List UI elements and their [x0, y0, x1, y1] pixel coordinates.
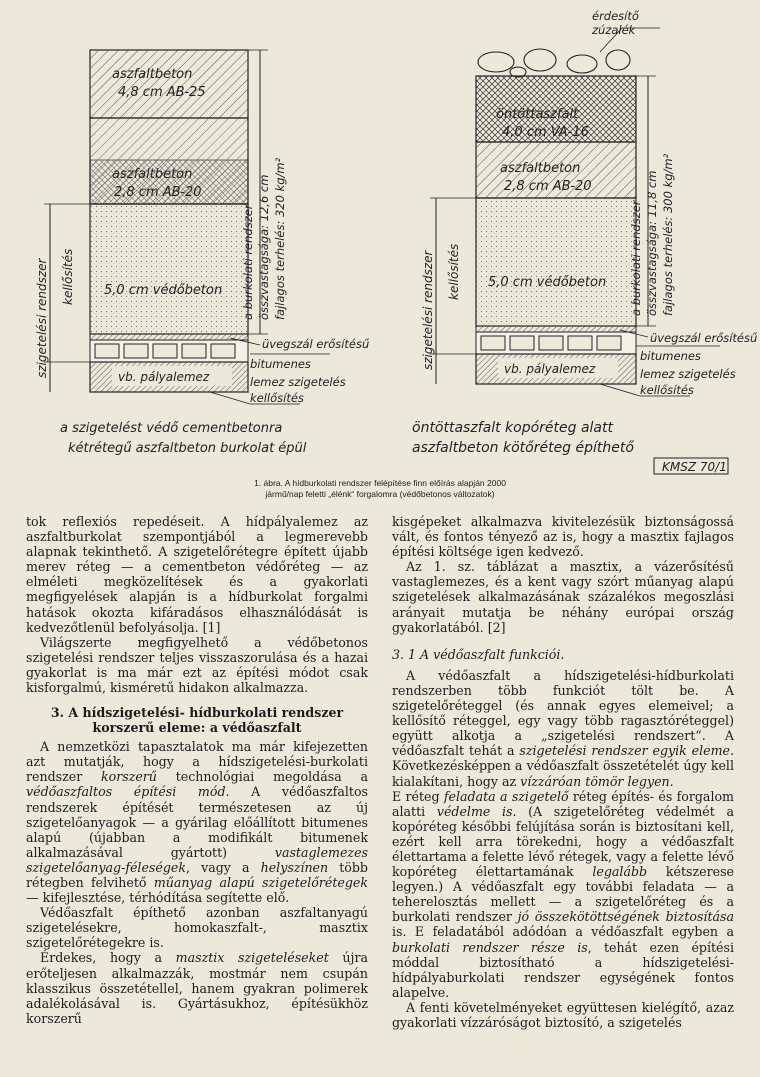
figure-caption: [150, 478, 610, 500]
left-top-spec: 4,8 cm AB-25: [118, 85, 206, 100]
paragraph: tok reflexiós repedéseit. A hídpályalemez az aszfaltburkolat szempontjából a legmerevebb alapnak tekinthető. A szigetelőrétegre épített újabb merev réteg — a cementbeton védőréteg — az elméleti megközelítések és a gyakorlati megfigyelések alapján is a hídburkolat forgalmi hatások okozta kifáradásos elhasználódását is kedvezőtlenül befolyásolja. [1]: [26, 514, 368, 635]
right-note-2: bitumenes: [640, 349, 701, 363]
left-slab-name: vb. pályalemez: [118, 370, 210, 384]
paragraph: kisgépeket alkalmazva kivitelezésük biztonságossá vált, és fontos tényező az is, hogy a masztix fajlagos építési költsége igen kedvező.: [392, 514, 734, 560]
right-membrane: [476, 326, 636, 332]
paragraph: Az 1. sz. táblázat a masztix, a vázerősítésű vastaglemezes, és a kent vagy szórt műanyag alapú szigetelések alkalmazásának százalékos megoszlási arányait mutatja be néhány európai ország gyakorlatából. [2]: [392, 559, 734, 635]
right-mid-spec: 2,8 cm AB-20: [504, 179, 592, 194]
right-side-label-1: szigetelési rendszer: [421, 250, 435, 370]
left-note-4: kellősítés: [250, 391, 304, 405]
paragraph: A védőaszfalt a hídszigetelési-hídburkolati rendszerben több funkciót tölt be. A szigetelőréteggel (és annak egyes elemeivel; a kellősítő réteggel, egy vagy több ragasztóréteggel) együtt alkotja a „szigetelési rendszert“. A védőaszfalt tehát a szigetelési rendszer egyik eleme. Következésképpen a védőaszfalt összetételét úgy kell kialakítani, hogy az vízzáróan tömör legyen.: [392, 667, 734, 789]
left-note-1: üvegszál erősítésű: [262, 337, 370, 351]
left-side-label-1: szigetelési rendszer: [35, 258, 49, 378]
left-mid-spec: 2,8 cm AB-20: [114, 185, 202, 200]
right-right-label-1: a burkolati rendszer: [629, 200, 643, 316]
left-side-label-2: kellősítés: [61, 248, 75, 305]
right-protect-name: 5,0 cm védőbeton: [488, 275, 607, 290]
caption-line-2: jármű/nap feletti „élénk“ forgalomra (védőbetonos változatok): [265, 489, 495, 499]
paragraph: Védőaszfalt építhető azonban aszfaltanyagú szigetelésekre, homokaszfalt-, masztix szigetelőrétegekre is.: [26, 905, 368, 951]
right-top-label-1: érdesítő: [592, 9, 639, 23]
paragraph: A nemzetközi tapasztalatok ma már kifejezetten azt mutatják, hogy a hídszigetelési-burkolati rendszer korszerű technológiai megoldása a védőaszfaltos építési mód. A védőaszfaltos rendszerek építését természetesen az új szigetelőanyagok — a gyárilag előállított bitumenes alapú (újabban a modifikált bitumenek alkalmazásával gyártott) vastaglemezes szigetelőanyag-féleségek, vagy a helyszínen több rétegben felvihető műanyag alapú szigetelőrétegek — kifejlesztése, térhódítása segítette elő.: [26, 739, 368, 906]
right-protect-layer: [476, 198, 636, 326]
cross-section-diagram: [0, 0, 760, 510]
right-column: [392, 514, 734, 1030]
right-side-label-2: kellősítés: [447, 243, 461, 300]
paragraph: Érdekes, hogy a masztix szigeteléseket újra erőteljesen alkalmazzák, mostmár nem csupán klasszikus összetétellel, hanem gyakran polimerek adalékolásával is. Gyártásukhoz, építésükhöz korszerű: [26, 950, 368, 1026]
subsection-heading: 3. 1 A védőaszfalt funkciói.: [392, 646, 565, 662]
left-bottom-1: a szigetelést védő cementbetonra: [60, 421, 283, 436]
left-protect-layer: [90, 204, 248, 334]
right-bottom-1: öntöttaszfalt kopóréteg alatt: [412, 420, 613, 436]
left-membrane: [90, 334, 248, 340]
right-note-3: lemez szigetelés: [640, 367, 736, 381]
paragraph: Világszerte megfigyelhető a védőbetonos szigetelési rendszer teljes visszaszorulása és a hazai gyakorlat is ma már ezt az építési módot csak kisforgalmú, kisméretű hidakon alkalmazza.: [26, 634, 368, 696]
left-protect-name: 5,0 cm védőbeton: [104, 283, 223, 298]
left-right-label-3: fajlagos terhelés: 320 kg/m²: [273, 157, 287, 320]
left-right-label-2: összvastagsága: 12,6 cm: [257, 174, 271, 320]
left-column: [26, 514, 368, 1026]
right-slab-name: vb. pályalemez: [504, 362, 596, 376]
figure: [0, 0, 760, 510]
stamp-label: KMSZ 70/1: [662, 460, 727, 474]
section-heading: 3. A hídszigetelési- hídburkolati rendszer korszerű eleme: a védőaszfalt: [50, 705, 344, 736]
right-top-name: öntöttaszfalt: [496, 107, 579, 122]
paragraph: A fenti követelményeket együttesen kielégítő, azaz gyakorlati vízzáróságot biztosító, a szigetelés: [392, 999, 734, 1030]
right-right-label-2: összvastagsága: 11,8 cm: [645, 170, 659, 316]
left-right-label-1: a burkolati rendszer: [241, 204, 255, 320]
right-bottom-2: aszfaltbeton kötőréteg építhető: [412, 440, 634, 456]
right-note-4: kellősítés: [640, 383, 694, 397]
right-right-label-3: fajlagos terhelés: 300 kg/m²: [661, 153, 675, 316]
right-note-1: üvegszál erősítésű: [650, 331, 758, 345]
left-top-name: aszfaltbeton: [112, 67, 193, 82]
left-mid-name: aszfaltbeton: [112, 167, 193, 182]
left-bottom-2: kétrétegű aszfaltbeton burkolat épül: [68, 441, 307, 456]
right-top-label-2: zúzalék: [592, 23, 636, 37]
right-mid-name: aszfaltbeton: [500, 161, 581, 176]
paragraph: E réteg feladata a szigetelő réteg építés- és forgalom alatti védelme is. (A szigetelőréteg védelmét a kopóréteg későbbi felújítása során is biztosítani kell, ezért kell arra törekedni, hogy a védőaszfalt élettartama a felette lévő rétegek, vagy a felette lévő kopóréteg élettartamának legalább kétszerese legyen.) A védőaszfalt egy további feladata — a teherelosztás mellett — a szigetelőréteg és a burkolati rendszer jó összekötöttségének biztosítása is. E feladatából adódóan a védőaszfalt egyben a burkolati rendszer része is, tehát ezen építési móddal biztosítható a hídszigetelési-hídpályaburkolati rendszer egységének fontos alapelve.: [392, 788, 734, 1000]
left-note-2: bitumenes: [250, 357, 311, 371]
caption-line-1: 1. ábra. A hídburkolati rendszer felépítése finn előírás alapján 2000: [254, 478, 506, 488]
left-note-3: lemez szigetelés: [250, 375, 346, 389]
right-top-spec: 4,0 cm VA-16: [502, 125, 589, 140]
left-top-layer: [90, 50, 248, 118]
